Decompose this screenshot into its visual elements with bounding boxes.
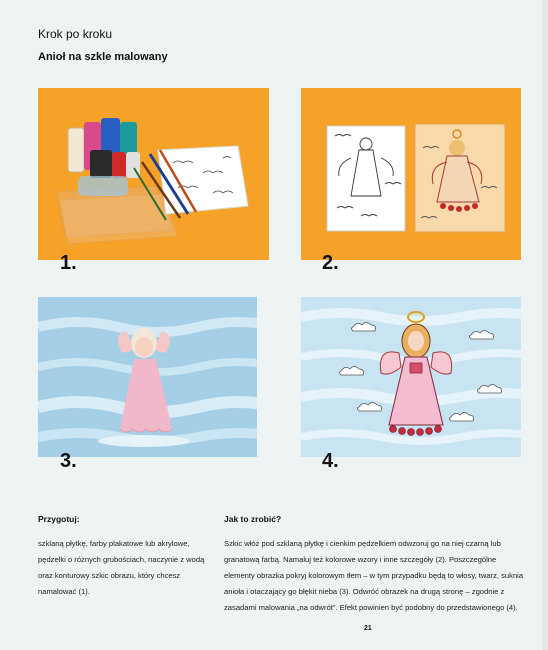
step-number-2: 2. (322, 252, 339, 274)
prepare-text: szklaną płytkę, farby plakatowe lub akrylowe, pędzelki o różnych grubościach, naczynie z wodą oraz konturowy szkic obrazu, który chcesz namalować (1). (38, 539, 205, 596)
photo-step-3-colored (38, 297, 257, 457)
photo-step-4-finished (301, 297, 521, 457)
step-number-1: 1. (60, 252, 77, 274)
photo-step-2-tracing (301, 88, 521, 260)
step-number-4: 4. (322, 450, 339, 472)
page-number: 21 (364, 625, 372, 632)
howto-text: Szkic włóż pod szklaną płytkę i cienkim pędzelkiem odwzoruj go na niej czarną lub granatową farbą. Namaluj też kolorowe wzory i inne szczegóły (2). Poszczególne elementy obrazka pokryj kolorowym tłem – w tym przypadku będą to włosy, twarz, suknia anioła i otaczający go błękit nieba (3). Odwróć obrazek na drugą stronę – zgodnie z zasadami malowania „na odwrót”. Efekt powinien być podobny do przedstawionego (4). (224, 539, 524, 612)
howto-heading: Jak to zrobić? (224, 514, 282, 524)
page-title: Anioł na szkle malowany (38, 51, 168, 63)
section-label: Krok po kroku (38, 27, 113, 41)
prepare-heading: Przygotuj: (38, 514, 80, 524)
page-edge (542, 0, 548, 650)
step-number-3: 3. (60, 450, 77, 472)
photo-step-1-materials (38, 88, 269, 260)
